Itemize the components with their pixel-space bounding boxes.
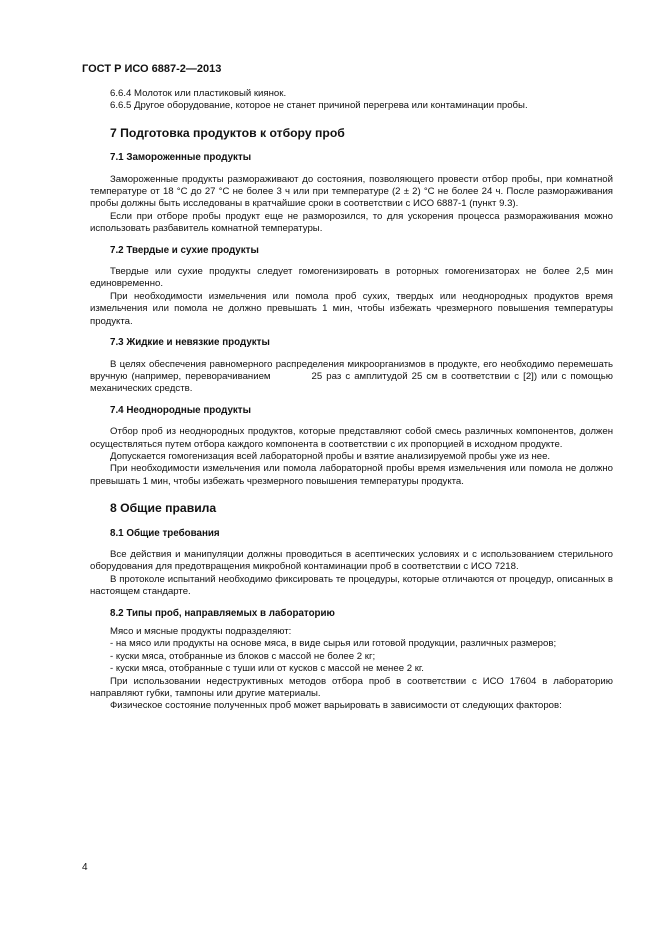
clause-6-6-4: 6.6.4 Молоток или пластиковый киянок. <box>110 88 287 99</box>
subsection-7-3-title: 7.3 Жидкие и невязкие продукты <box>110 337 270 349</box>
paragraph: Замороженные продукты размораживают до состояния, позволяющего провести отбор пробы, при комнатной температуре от 18 °С до 27 °С не более 3 ч или при температуре (2 ± 2) °С не более 24 ч. После размораживания пробы должны быть исследованы в кратчайшие сроки в соответствии с ИСО 6887-1 (пункт 9.3). <box>90 173 613 210</box>
paragraph: Физическое состояние полученных проб может варьировать в зависимости от следующих факторов: <box>110 700 562 712</box>
list-item: - на мясо или продукты на основе мяса, в виде сырья или готовой продукции, различных размеров; <box>110 638 557 650</box>
subsection-8-2-title: 8.2 Типы проб, направляемых в лабораторию <box>110 607 335 619</box>
paragraph: При необходимости измельчения или помола проб сухих, твердых или неоднородных продуктов время измельчения или помола не должно превышать 1 мин, чтобы избежать чрезмерного повышения температуры продукта. <box>90 290 613 327</box>
list-item: - куски мяса, отобранные с туши или от кусков с массой не менее 2 кг. <box>110 663 424 675</box>
paragraph: В протоколе испытаний необходимо фиксировать те процедуры, которые отличаются от процедур, описанных в настоящем стандарте. <box>90 573 613 598</box>
standard-header: ГОСТ Р ИСО 6887-2—2013 <box>82 63 222 75</box>
paragraph: Мясо и мясные продукты подразделяют: <box>110 626 292 637</box>
paragraph: Твердые или сухие продукты следует гомогенизировать в роторных гомогенизаторах не более 2,5 мин единовременно. <box>90 266 613 290</box>
subsection-7-1-title: 7.1 Замороженные продукты <box>110 152 252 164</box>
content-column <box>90 88 616 713</box>
subsection-7-4-title: 7.4 Неоднородные продукты <box>110 404 251 416</box>
section-8-title: 8 Общие правила <box>110 501 217 516</box>
section-7-title: 7 Подготовка продуктов к отбору проб <box>110 125 345 140</box>
subsection-8-1-title: 8.1 Общие требования <box>110 527 220 539</box>
paragraph: Если при отборе пробы продукт еще не разморозился, то для ускорения процесса размораживания можно использовать разбавитель комнатной температуры. <box>90 210 613 235</box>
paragraph: При необходимости измельчения или помола лабораторной пробы время измельчения или помола не должно превышать 1 мин, чтобы избежать чрезмерного повышения температуры продукта. <box>90 463 613 487</box>
paragraph: Допускается гомогенизация всей лабораторной пробы и взятие анализируемой пробы уже из нее. <box>110 450 551 462</box>
page-number: 4 <box>82 862 88 873</box>
subsection-7-2-title: 7.2 Твердые и сухие продукты <box>110 244 259 256</box>
paragraph: Отбор проб из неоднородных продуктов, которые представляют собой смесь различных компонентов, должен осуществляться путем отбора каждого компонента в соответствии с их пропорцией в исходном продукте. <box>90 426 613 450</box>
clause-6-6-5: 6.6.5 Другое оборудование, которое не станет причиной перегрева или контаминации пробы. <box>110 100 528 112</box>
paragraph: В целях обеспечения равномерного распределения микроорганизмов в продукте, его необходимо перемешать вручную (например, переворачиванием 25 раз с амплитудой 25 см в соответствии с [2]) или с помощью механических средств. <box>90 358 616 395</box>
paragraph: При использовании недеструктивных методов отбора проб в соответствии с ИСО 17604 в лабораторию направляют губки, тампоны или другие материалы. <box>90 675 613 700</box>
list-item: - куски мяса, отобранные из блоков с массой не более 2 кг; <box>110 650 376 662</box>
paragraph: Все действия и манипуляции должны проводиться в асептических условиях и с использованием стерильного оборудования для предотвращения микробной контаминации проб в соответствии с ИСО 7218. <box>90 548 613 573</box>
